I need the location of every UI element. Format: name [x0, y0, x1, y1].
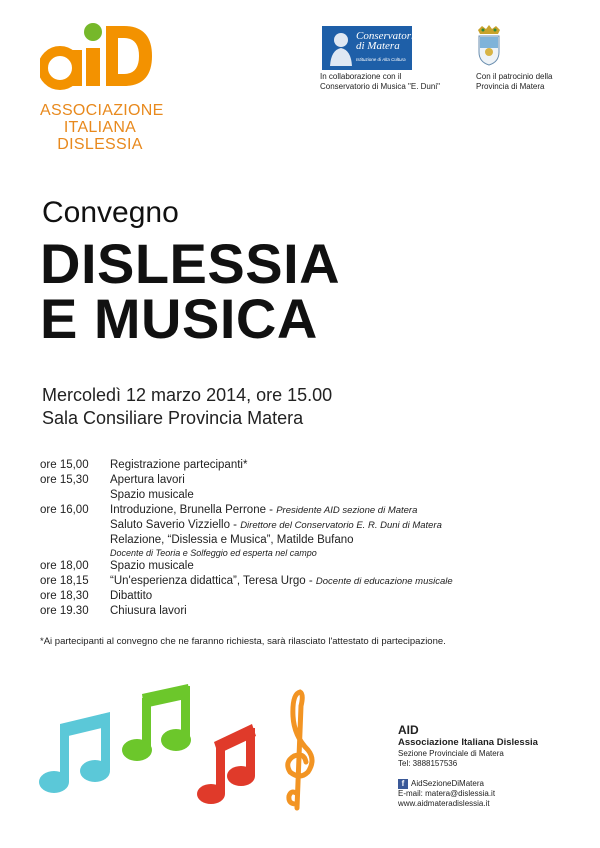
program-time	[40, 518, 110, 533]
music-notes-graphic	[38, 676, 338, 816]
caption-line: Conservatorio di Musica "E. Duni"	[320, 82, 440, 91]
program-role: Direttore del Conservatorio E. R. Duni di Matera	[240, 520, 442, 531]
program-row	[40, 503, 560, 518]
program-text: Apertura lavori	[110, 474, 185, 486]
program-row	[40, 458, 560, 473]
program-time: ore 18,30	[40, 590, 89, 602]
contact-section: Sezione Provinciale di Matera	[398, 749, 504, 758]
contact-block	[398, 724, 538, 809]
program-list	[40, 458, 560, 619]
program-item	[110, 518, 560, 533]
event-title-line: DISLESSIA	[40, 232, 341, 295]
program-time	[40, 533, 110, 559]
event-details	[42, 384, 332, 430]
province-crest-icon	[474, 24, 504, 66]
program-row	[40, 518, 560, 533]
program-row	[40, 473, 560, 488]
contact-email: E-mail: matera@dislessia.it	[398, 789, 496, 798]
program-time	[40, 488, 110, 503]
red-double-note-icon	[197, 724, 256, 804]
program-item	[110, 604, 560, 619]
contact-phone: Tel: 3888157536	[398, 759, 458, 768]
conservatorio-title-line: di Matera	[356, 40, 400, 52]
program-item	[110, 559, 560, 574]
event-title-line: E MUSICA	[40, 287, 318, 350]
aid-name-line: ITALIANA	[63, 119, 137, 136]
attendance-footnote: *Ai partecipanti al convegno che ne faranno richiesta, sarà rilasciato l'attestato di partecipazione.	[40, 636, 446, 647]
facebook-row	[398, 779, 538, 789]
program-time: ore 15,30	[40, 474, 89, 486]
program-row	[40, 604, 560, 619]
program-text: “Un'esperienza didattica”, Teresa Urgo -	[110, 575, 316, 587]
program-text: Introduzione, Brunella Perrone -	[110, 504, 277, 516]
program-text: Dibattito	[110, 590, 153, 602]
contact-website: www.aidmateradislessia.it	[398, 799, 490, 808]
aid-name-line: ASSOCIAZIONE	[40, 102, 164, 119]
program-row	[40, 589, 560, 604]
province-caption	[476, 72, 553, 92]
event-title	[40, 232, 341, 350]
aid-logo-name	[40, 102, 164, 153]
program-text: Registrazione partecipanti*	[110, 459, 248, 471]
green-double-note-icon	[122, 684, 191, 761]
program-row	[40, 574, 560, 589]
program-item	[110, 574, 560, 589]
program-text: Relazione, “Dislessia e Musica”, Matilde Bufano	[110, 534, 354, 546]
program-time: ore 15,00	[40, 459, 89, 471]
program-item	[110, 503, 560, 518]
program-row	[40, 533, 560, 559]
caption-line: Con il patrocinio della	[476, 72, 553, 81]
conservatorio-title-line: Conservatorio	[356, 30, 420, 42]
program-item	[110, 473, 560, 488]
conservatorio-logo-subtitle: Istituzione di Alta Cultura	[356, 57, 406, 62]
event-venue: Sala Consiliare Provincia Matera	[42, 408, 304, 428]
program-text: Spazio musicale	[110, 489, 194, 501]
facebook-icon: f	[398, 779, 408, 789]
event-date: Mercoledì 12 marzo 2014, ore 15.00	[42, 385, 333, 405]
orange-treble-clef-icon	[288, 692, 312, 808]
blue-double-note-icon	[39, 712, 110, 793]
program-row	[40, 559, 560, 574]
program-text: Spazio musicale	[110, 560, 194, 572]
program-time: ore 16,00	[40, 504, 89, 516]
conservatorio-logo	[322, 26, 420, 70]
program-time: ore 19.30	[40, 605, 89, 617]
program-item	[110, 533, 560, 559]
aid-logo	[40, 18, 164, 158]
aid-name-line: DISLESSIA	[57, 136, 143, 153]
program-text: Saluto Saverio Vizziello -	[110, 519, 241, 531]
aid-logo-mark	[40, 18, 160, 96]
program-time: ore 18,15	[40, 575, 89, 587]
program-role: Docente di educazione musicale	[315, 576, 453, 587]
program-role: Presidente AID sezione di Matera	[276, 505, 418, 516]
program-subline: Docente di Teoria e Solfeggio ed esperta nel campo	[110, 548, 317, 558]
facebook-page: AidSezioneDiMatera	[411, 779, 484, 788]
program-item	[110, 488, 560, 503]
program-item	[110, 458, 560, 473]
program-time: ore 18,00	[40, 560, 89, 572]
conservatorio-logo-title	[356, 31, 420, 51]
caption-line: In collaborazione con il	[320, 72, 402, 81]
contact-title: AID	[398, 723, 419, 737]
conservatorio-caption	[320, 72, 440, 92]
contact-subtitle: Associazione Italiana Dislessia	[398, 737, 538, 748]
program-text: Chiusura lavori	[110, 605, 187, 617]
event-type-heading: Convegno	[42, 196, 179, 229]
program-row	[40, 488, 560, 503]
program-item	[110, 589, 560, 604]
caption-line: Provincia di Matera	[476, 82, 545, 91]
composer-bust-icon	[328, 30, 354, 66]
